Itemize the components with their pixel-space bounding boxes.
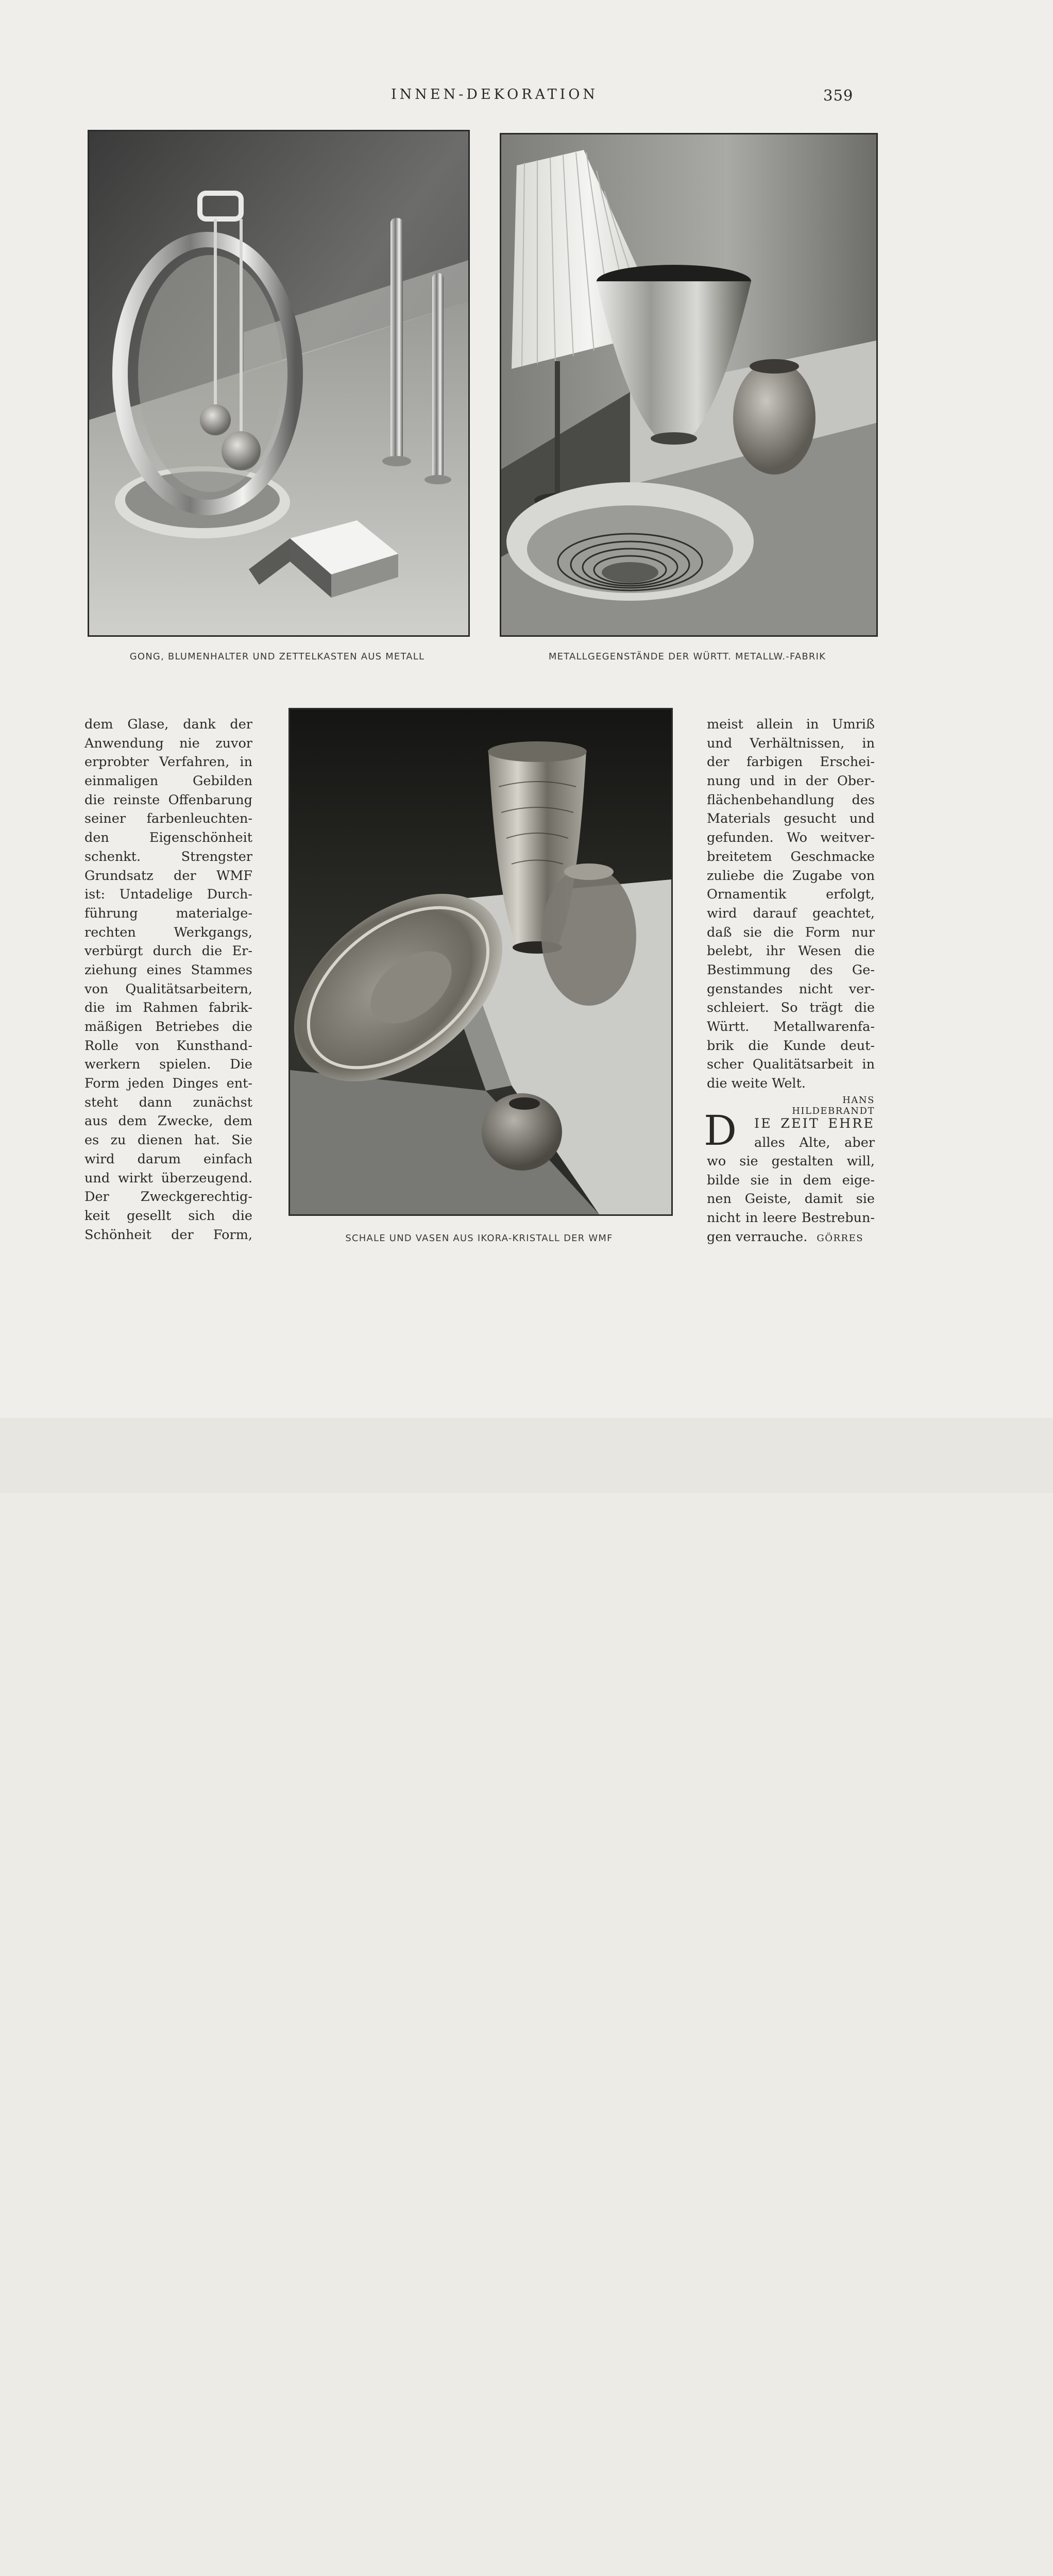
text-line: Schönheit der Form, xyxy=(84,1227,252,1243)
text-line: Grundsatz der WMF xyxy=(84,868,252,884)
quote-line: wo sie gestalten will, xyxy=(707,1154,875,1170)
text-line: und wirkt überzeugend. xyxy=(84,1170,252,1186)
article-author: HANS HILDEBRANDT xyxy=(792,1095,875,1116)
quote-line: gen verrauche. xyxy=(707,1229,808,1245)
text-line: Materials gesucht und xyxy=(707,811,875,827)
photo-lamp-vase-bowl xyxy=(500,133,878,637)
text-line: ist: Untadelige Durch- xyxy=(84,887,252,903)
quote-line: bilde sie in dem eige- xyxy=(707,1172,875,1188)
running-header: INNEN-DEKORATION xyxy=(390,87,599,103)
left-text-column xyxy=(84,715,252,1244)
text-line: schleiert. So trägt die xyxy=(707,1000,875,1016)
text-line: Württ. Metallwarenfa- xyxy=(707,1019,875,1035)
text-line: und Verhältnissen, in xyxy=(707,735,875,751)
text-line: brik die Kunde deut- xyxy=(707,1038,875,1054)
text-line: daß sie die Form nur xyxy=(707,924,875,940)
quote-line: nen Geiste, damit sie xyxy=(707,1191,875,1207)
photo-caption: SCHALE UND VASEN AUS IKORA-KRISTALL DER WMF xyxy=(345,1233,613,1244)
text-line: steht dann zunächst xyxy=(84,1094,252,1110)
closing-quote xyxy=(707,1114,875,1246)
quote-dropcap: D xyxy=(704,1107,737,1155)
digitization-footer xyxy=(0,1418,1053,1493)
text-line: rechten Werkgangs, xyxy=(84,924,252,940)
quote-last-line xyxy=(707,1228,875,1247)
photo-glass-bowl-and-vases xyxy=(288,708,673,1216)
text-line: seiner farbenleuchten- xyxy=(84,811,252,827)
text-line: den Eigenschönheit xyxy=(84,830,252,846)
text-line: erprobter Verfahren, in xyxy=(84,754,252,770)
text-line: aus dem Zwecke, dem xyxy=(84,1113,252,1129)
text-line: meist allein in Umriß xyxy=(707,717,875,732)
text-line: Anwendung nie zuvor xyxy=(84,735,252,751)
text-line: verbürgt durch die Er- xyxy=(84,943,252,959)
photo-caption: METALLGEGENSTÄNDE DER WÜRTT. METALLW.-FABRIK xyxy=(548,651,826,662)
text-line: Bestimmung des Ge- xyxy=(707,962,875,978)
right-text-column xyxy=(707,715,875,1093)
quote-line: nicht in leere Bestrebun- xyxy=(707,1210,875,1226)
text-line: Der Zweckgerechtig- xyxy=(84,1189,252,1205)
text-line: die weite Welt. xyxy=(707,1076,806,1092)
text-line: zuliebe die Zugabe von xyxy=(707,868,875,884)
text-line: wird darum einfach xyxy=(84,1151,252,1167)
text-line: belebt, ihr Wesen die xyxy=(707,943,875,959)
text-line: ziehung eines Stammes xyxy=(84,962,252,978)
text-line: Ornamentik erfolgt, xyxy=(707,887,875,903)
page-number: 359 xyxy=(823,87,854,104)
text-line: Rolle von Kunsthand- xyxy=(84,1038,252,1054)
text-line: der farbigen Erschei- xyxy=(707,754,875,770)
text-line: gefunden. Wo weitver- xyxy=(707,830,875,846)
text-line: nung und in der Ober- xyxy=(707,773,875,789)
text-line: keit gesellt sich die xyxy=(84,1208,252,1224)
quote-line: alles Alte, aber xyxy=(754,1134,875,1150)
photo-gong-flower-holder-note-box xyxy=(88,130,470,637)
text-line: es zu dienen hat. Sie xyxy=(84,1132,252,1148)
text-line: einmaligen Gebilden xyxy=(84,773,252,789)
text-line: mäßigen Betriebes die xyxy=(84,1019,252,1035)
text-line: werkern spielen. Die xyxy=(84,1057,252,1073)
text-line: dem Glase, dank der xyxy=(84,717,252,732)
text-line: breitetem Geschmacke xyxy=(707,849,875,865)
text-line: führung materialge- xyxy=(84,905,252,921)
text-line: die im Rahmen fabrik- xyxy=(84,1000,252,1016)
text-line: schenkt. Strengster xyxy=(84,849,252,865)
photo-caption: GONG, BLUMENHALTER UND ZETTELKASTEN AUS METALL xyxy=(129,651,425,662)
text-line: flächenbehandlung des xyxy=(707,792,875,808)
quote-line: IE ZEIT EHRE xyxy=(754,1116,875,1131)
quote-attribution: GÖRRES xyxy=(817,1232,864,1244)
text-line: von Qualitätsarbeitern, xyxy=(84,981,252,997)
text-line: scher Qualitätsarbeit in xyxy=(707,1057,875,1073)
text-line: die reinste Offenbarung xyxy=(84,792,252,808)
text-line: Form jeden Dinges ent- xyxy=(84,1076,252,1092)
text-line: wird darauf geachtet, xyxy=(707,905,875,921)
text-line: genstandes nicht ver- xyxy=(707,981,875,997)
